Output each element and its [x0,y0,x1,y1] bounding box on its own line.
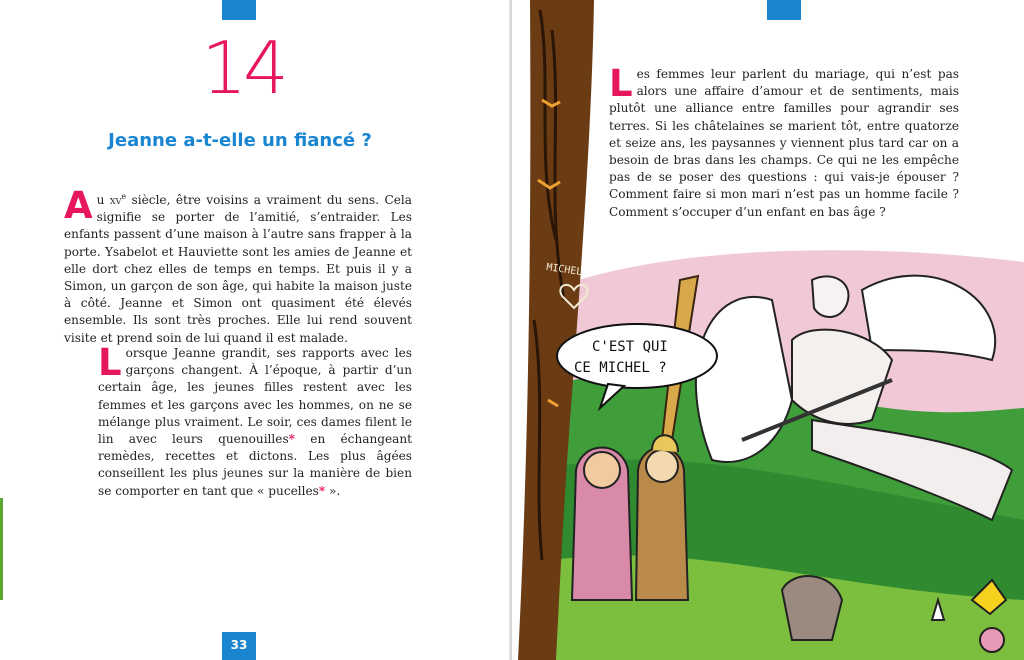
paragraph-3-text: es femmes leur parlent du mariage, qui n’est pas alors une affaire d’amour et de sentiments, mais plutôt une alliance entre familles pour agrandir ses terres. Si les châtelaines se marient tôt, entre quatorze et seize ans, les paysannes y viennent plus tard car on a besoin de bras dans les champs. Ce qui ne les empêche pas de se poser des questions : qui vais-je épouser ? Comment faire si mon mari n’est pas un homme facile ? Comment s’occuper d’un enfant en bas âge ? [609,67,959,219]
flower [980,628,1004,652]
paragraph-3 [609,62,959,221]
paragraph-1: Au $xv^e$ siècle, être voisins a vraiment du sens. Cela signifie se porter de l’amitié, s’entraider. Les enfants passent d’une maison à l’autre sans frapper à la porte. Ysabelot et Hauviette sont les amies de Jeanne et elle dort chez elles de temps en temps. Et puis il y a Simon, un garçon de son âge, qui habite la maison juste à côté. Jeanne et Simon ont quasiment été élevés ensemble. Ils sont très proches. Elle lui rend souvent visite et prend soin de lui quand il est malade. [64,184,413,345]
chapter-number: 14 [201,26,285,110]
drop-cap: L [98,341,122,384]
green-edge-marker [0,498,3,600]
girl-left-face [584,452,620,488]
page-number: 33 [222,632,256,660]
chapter-title: Jeanne a-t-elle un fiancé ? [108,130,372,151]
glossary-star[interactable]: * [318,483,326,498]
century-sup: e [121,192,127,201]
paragraph-2: Lorsque Jeanne grandit, ses rapports avec les garçons changent. À l’époque, à partir d’un certain âge, les jeunes filles restent avec les femmes et les garçons avec les hommes, on ne se mélange plus vraiment. Le soir, ces dames filent le lin avec leurs quenouilles* en échangeant remèdes, recettes et dictons. Les plus âgées conseillent les plus jeunes sur la manière de bien se comporter en tant que « pucelles* ». [98,341,412,498]
chapter-tab-marker [222,0,256,20]
angel-head [812,276,849,317]
drop-cap: A [64,184,93,227]
chapter-tab-marker [767,0,801,20]
speech-bubble [557,324,717,388]
girl-right-face [646,450,678,482]
right-page [512,0,1024,660]
drop-cap: L [609,62,633,105]
speech-line-2: CE MICHEL ? [574,360,667,376]
century-numeral: xv [109,193,122,208]
glossary-star[interactable]: * [288,432,295,447]
paragraph-1-text: siècle, être voisins a vraiment du sens. Cela signifie se porter de l’amitié, s’entraider. Les enfants passent d’une maison à l’autre sans frapper à la porte. Ysabelot et Hauviette sont les amies de Jeanne et elle dort chez elles de temps en temps. Et puis il y a Simon, un garçon de son âge, qui habite la maison juste à côté. Jeanne et Simon ont quasiment été élevés ensemble. Ils sont très proches. Elle lui rend souvent visite et prend soin de lui quand il est malade. [64,193,413,345]
speech-line-1: C'EST QUI [592,339,668,355]
tree-carving-text: MICHEL [545,262,583,278]
rabbit-animal [782,576,842,640]
